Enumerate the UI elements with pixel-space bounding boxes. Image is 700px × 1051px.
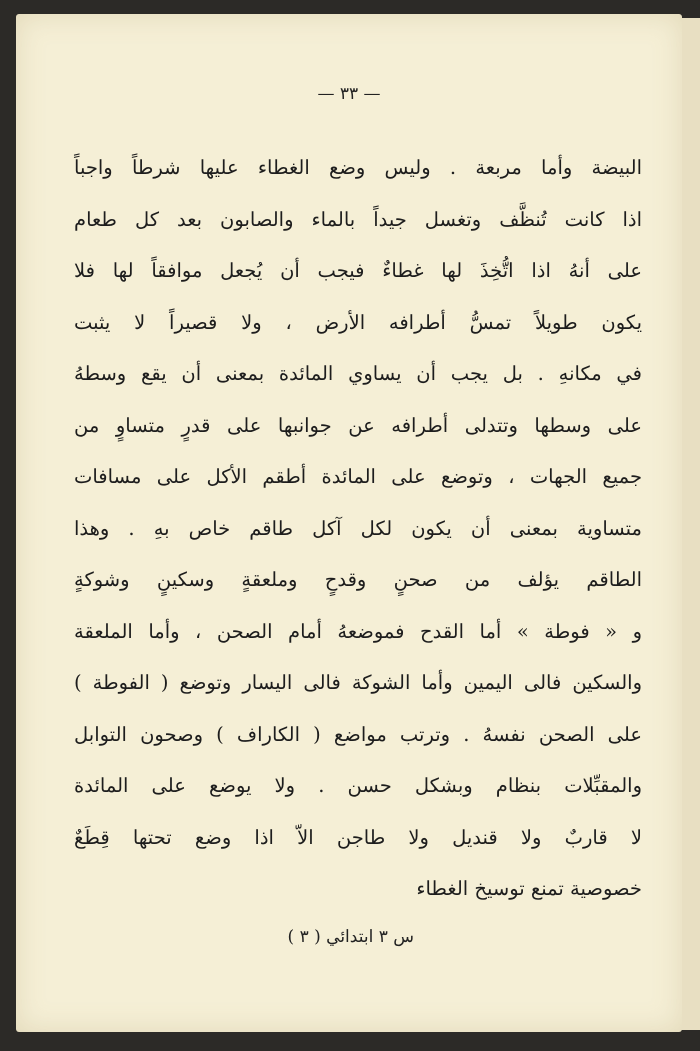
- text-line: يكون طويلاً تمسُّ أطرافه الأرض ، ولا قصيراً لا يثبت: [74, 310, 642, 334]
- footer-signature: س ٣ ابتدائي ( ٣ ): [287, 927, 414, 947]
- text-line: في مكانهِ . بل يجب أن يساوي المائدة بمعنى أن يقع وسطهُ: [74, 362, 642, 385]
- text-line: على الصحن نفسهُ . وترتب مواضع ( الكاراف ) وصحون التوابل: [74, 722, 642, 746]
- body-text: [74, 142, 642, 915]
- text-line: والسكين فالى اليمين وأما الشوكة فالى اليسار وتوضع ( الفوطة ): [74, 671, 642, 694]
- text-line: و « فوطة » أما القدح فموضعهُ أمام الصحن ، وأما الملعقة: [74, 619, 642, 643]
- text-line: اذا كانت تُنظَّف وتغسل جيداً بالماء والصابون بعد كل طعام: [74, 207, 642, 231]
- text-line-last: خصوصية تمنع توسيخ الغطاء: [416, 877, 642, 900]
- book-page: [16, 14, 682, 1032]
- text-line: لا قاربٌ ولا قنديل ولا طاجن الاّ اذا وضع تحتها قِطَعٌ: [74, 825, 642, 849]
- text-line: الطاقم يؤلف من صحنٍ وقدحٍ وملعقةٍ وسكينٍ وشوكةٍ: [74, 568, 642, 591]
- text-line: والمقبِّلات بنظام وبشكل حسن . ولا يوضع على المائدة: [74, 774, 642, 797]
- text-line: جميع الجهات ، وتوضع على المائدة أطقم الأكل على مسافات: [74, 465, 643, 488]
- page-number: — ٣٣ —: [317, 84, 381, 104]
- text-line: على أنهُ اذا اتُّخِذَ لها غطاءٌ فيجب أن يُجعل موافقاً لها فلا: [74, 259, 642, 282]
- text-line: متساوية بمعنى أن يكون لكل آكل طاقم خاص بهِ . وهذا: [74, 516, 642, 540]
- text-line: على وسطها وتتدلى أطرافه عن جوانبها على قدرٍ متساوٍ من: [74, 413, 642, 437]
- text-line: البيضة وأما مربعة . وليس وضع الغطاء عليها شرطاً واجباً: [74, 156, 642, 179]
